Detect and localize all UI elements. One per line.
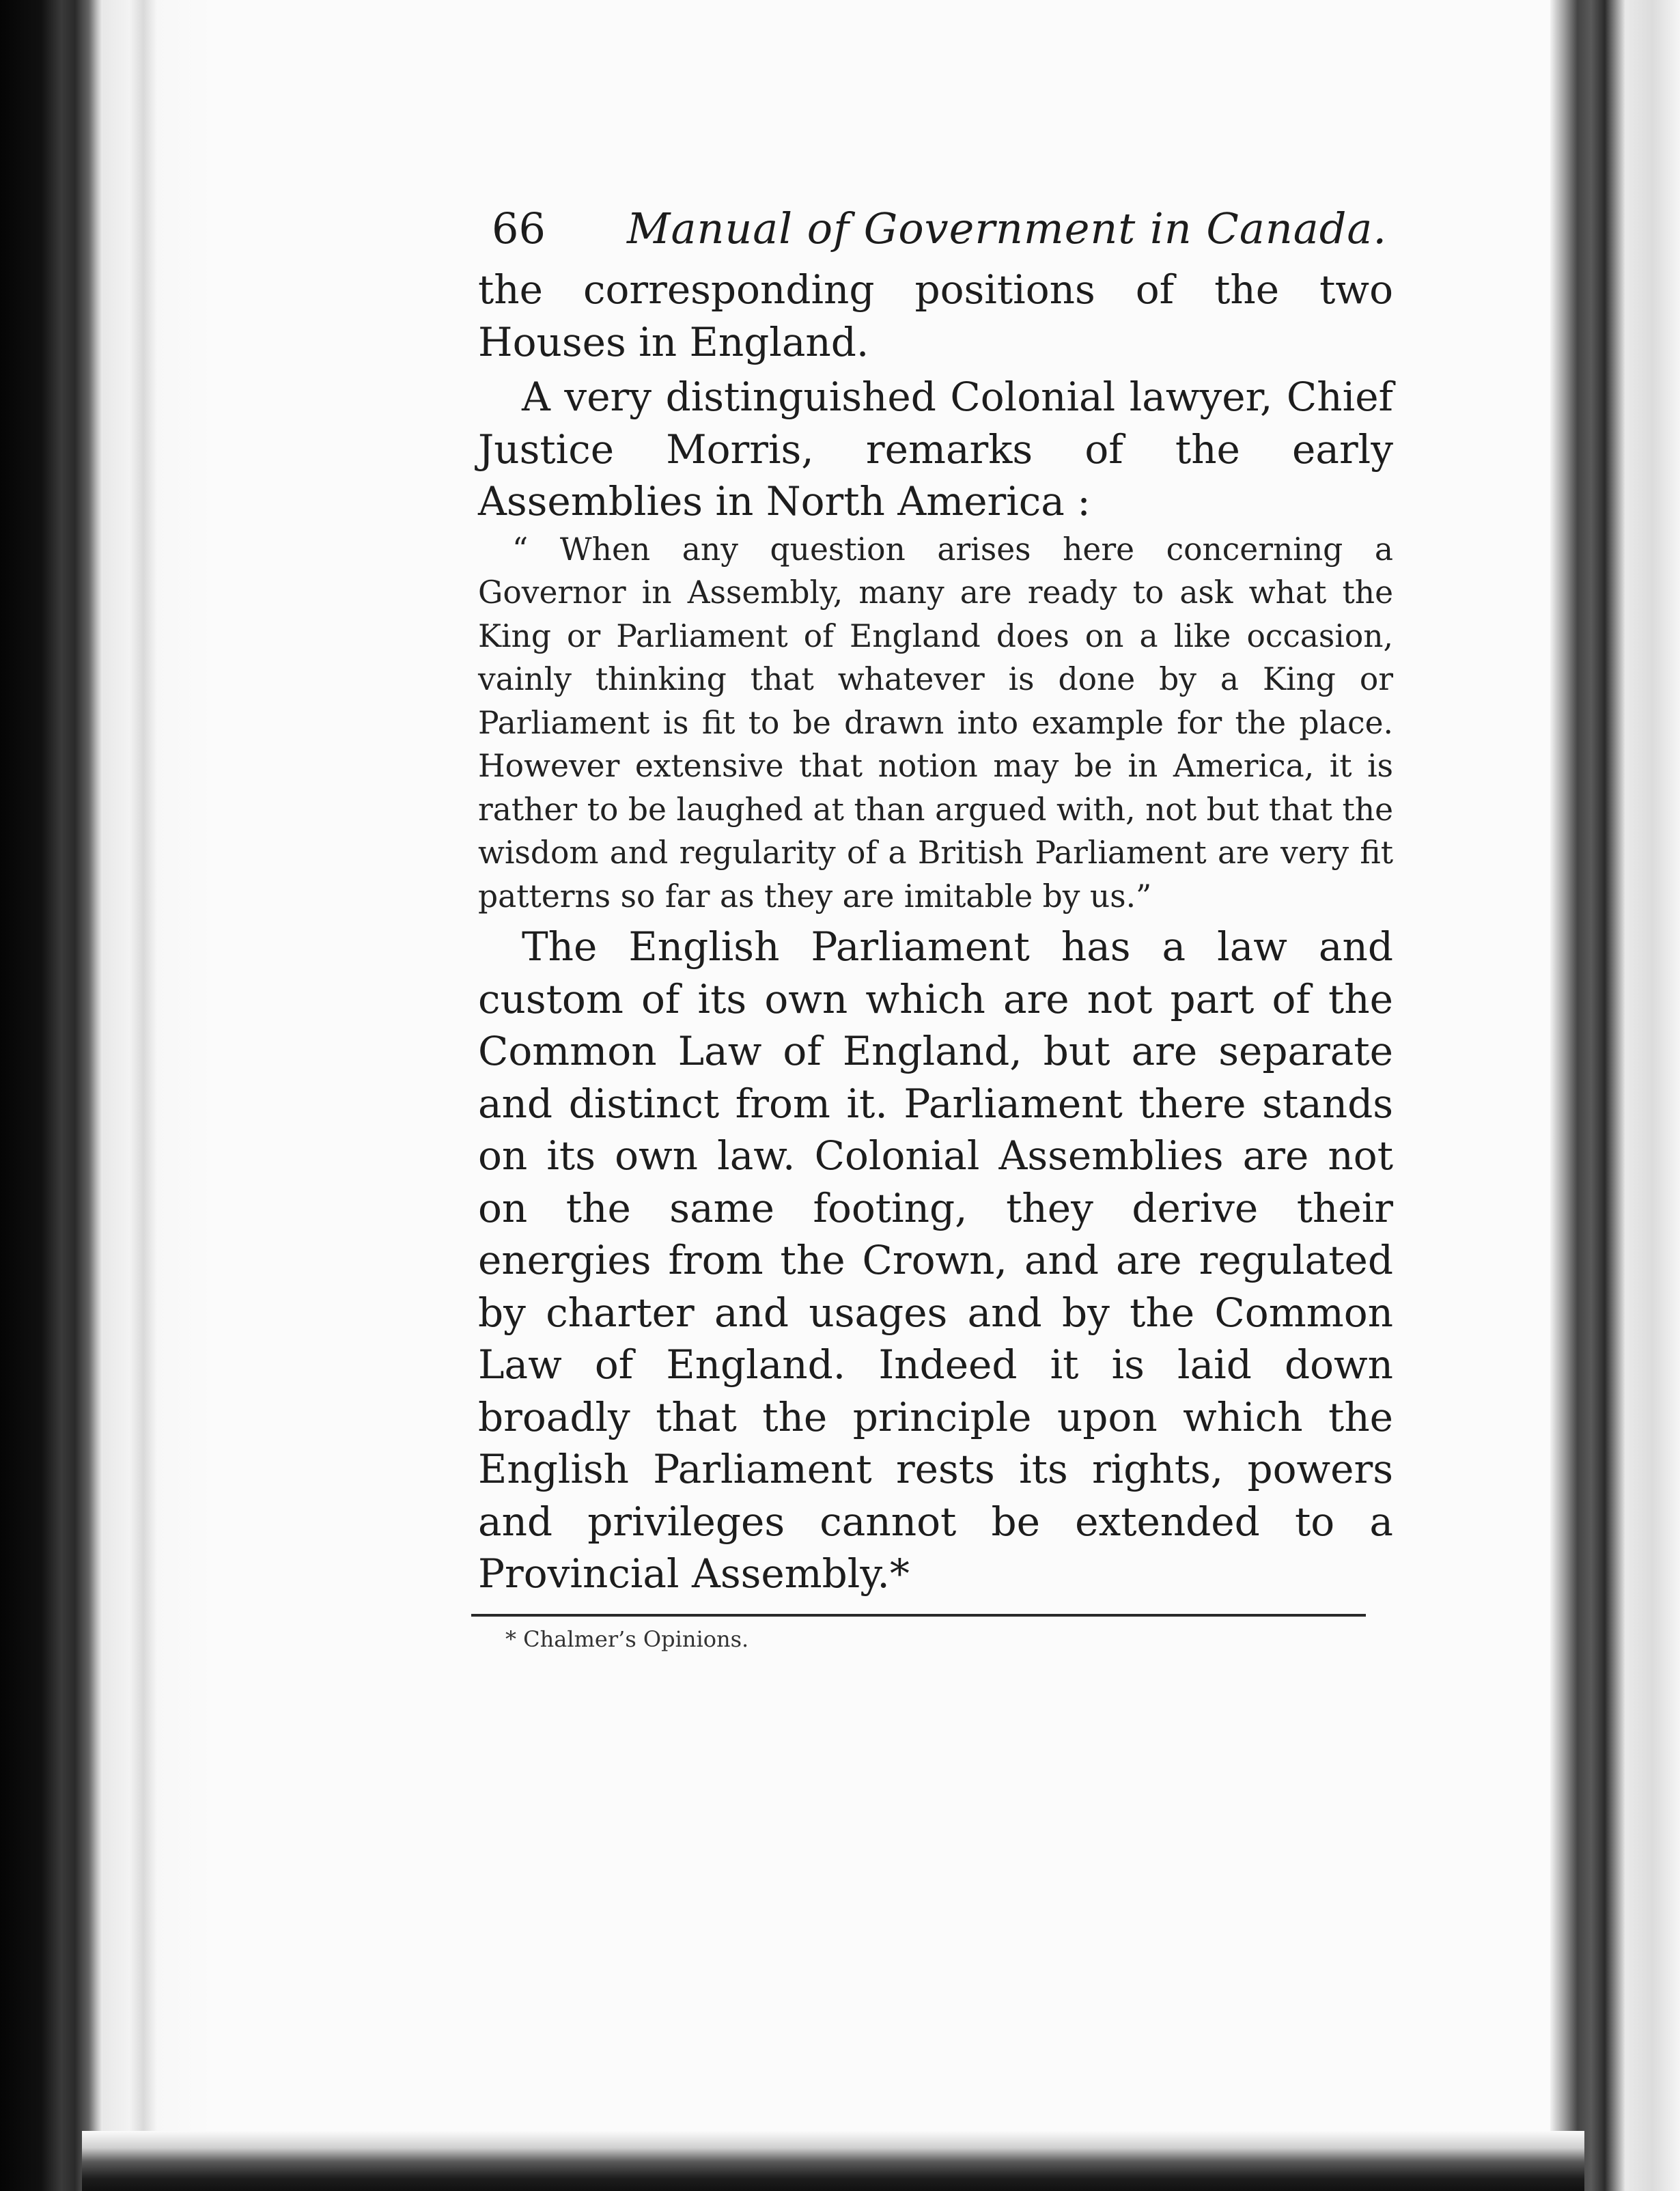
right-page-edge [1550, 0, 1680, 2191]
page-number: 66 [492, 204, 546, 253]
page-stack-edge [102, 0, 212, 2191]
paragraph-continued: the corresponding positions of the two Houses in England. [478, 266, 1393, 365]
running-title: Manual of Government in Canada. [627, 204, 1388, 253]
running-head [478, 198, 1393, 260]
paragraph-morris-intro: A very distinguished Colonial lawyer, Chief Justice Morris, remarks of the early Assemblies in North America : [478, 374, 1393, 525]
footnote-divider [471, 1614, 1366, 1617]
footnote: * Chalmer’s Opinions. [505, 1625, 749, 1652]
block-quote: “ When any question arises here concerning a Governor in Assembly, many are ready to ask what the King or Parliament of England does on a like occasion, vainly thinking that whatever is done by a King or Parliament is fit to be drawn into example for the place. However extensive that notion may be in America, it is rather to be laughed at than argued with, not but that the wisdom and regularity of a British Parliament are very fit patterns so far as they are imitable by us.” [478, 531, 1393, 915]
bottom-page-edge [82, 2131, 1584, 2191]
paragraph-english-parliament: The English Parliament has a law and custom of its own which are not part of the Common Law of England, but are separate and distinct from it. Parliament there stands on its own law. Colonial Assemblies are not on the same footing, they derive their energies from the Crown, and are regulated by charter and usages and by the Common Law of England. Indeed it is laid down broadly that the principle upon which the English Parliament rests its rights, powers and privileges cannot be extended to a Provincial Assembly.* [478, 923, 1393, 1597]
page-content [478, 198, 1393, 1655]
book-binding-edge [0, 0, 102, 2191]
